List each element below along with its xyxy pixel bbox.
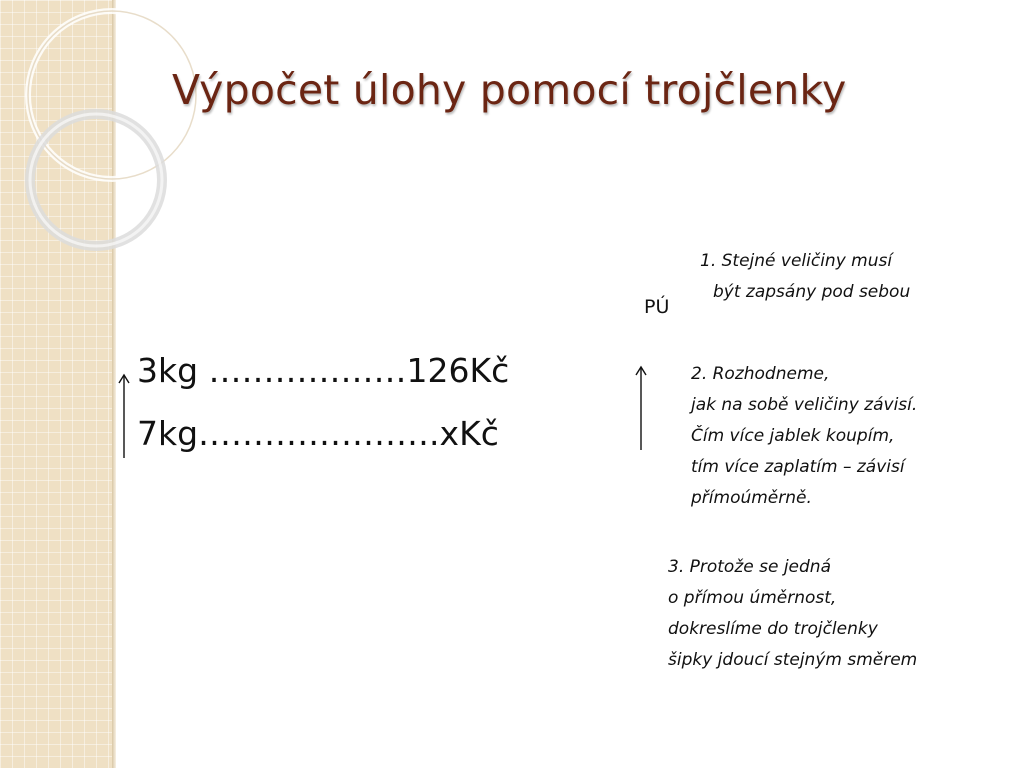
note-step-1 [700, 246, 910, 308]
note-line: 3. Protože se jedná [668, 557, 832, 577]
note-line: jak na sobě veličiny závisí. [691, 395, 918, 415]
note-line: být zapsány pod sebou [713, 282, 911, 302]
proportion-row-1: 3kg ………………126Kč [137, 351, 510, 390]
up-arrow-icon [633, 364, 649, 452]
up-arrow-icon [116, 372, 132, 460]
note-line: 2. Rozhodneme, [691, 364, 830, 384]
slide-title: Výpočet úlohy pomocí trojčlenky [172, 66, 847, 114]
decorative-circles [0, 0, 200, 260]
note-step-3 [668, 552, 917, 676]
note-step-2 [691, 359, 917, 514]
note-line: dokreslíme do trojčlenky [668, 619, 878, 639]
note-line: šipky jdoucí stejným směrem [668, 650, 918, 670]
pu-label: PÚ [644, 296, 670, 318]
note-line: přímoúměrně. [691, 488, 812, 508]
note-line: 1. Stejné veličiny musí [700, 251, 893, 271]
note-line: o přímou úměrnost, [668, 588, 837, 608]
proportion-row-2: 7kg………………….xKč [137, 414, 499, 453]
note-line: Čím více jablek koupím, [691, 426, 895, 446]
note-line: tím více zaplatím – závisí [691, 457, 905, 477]
